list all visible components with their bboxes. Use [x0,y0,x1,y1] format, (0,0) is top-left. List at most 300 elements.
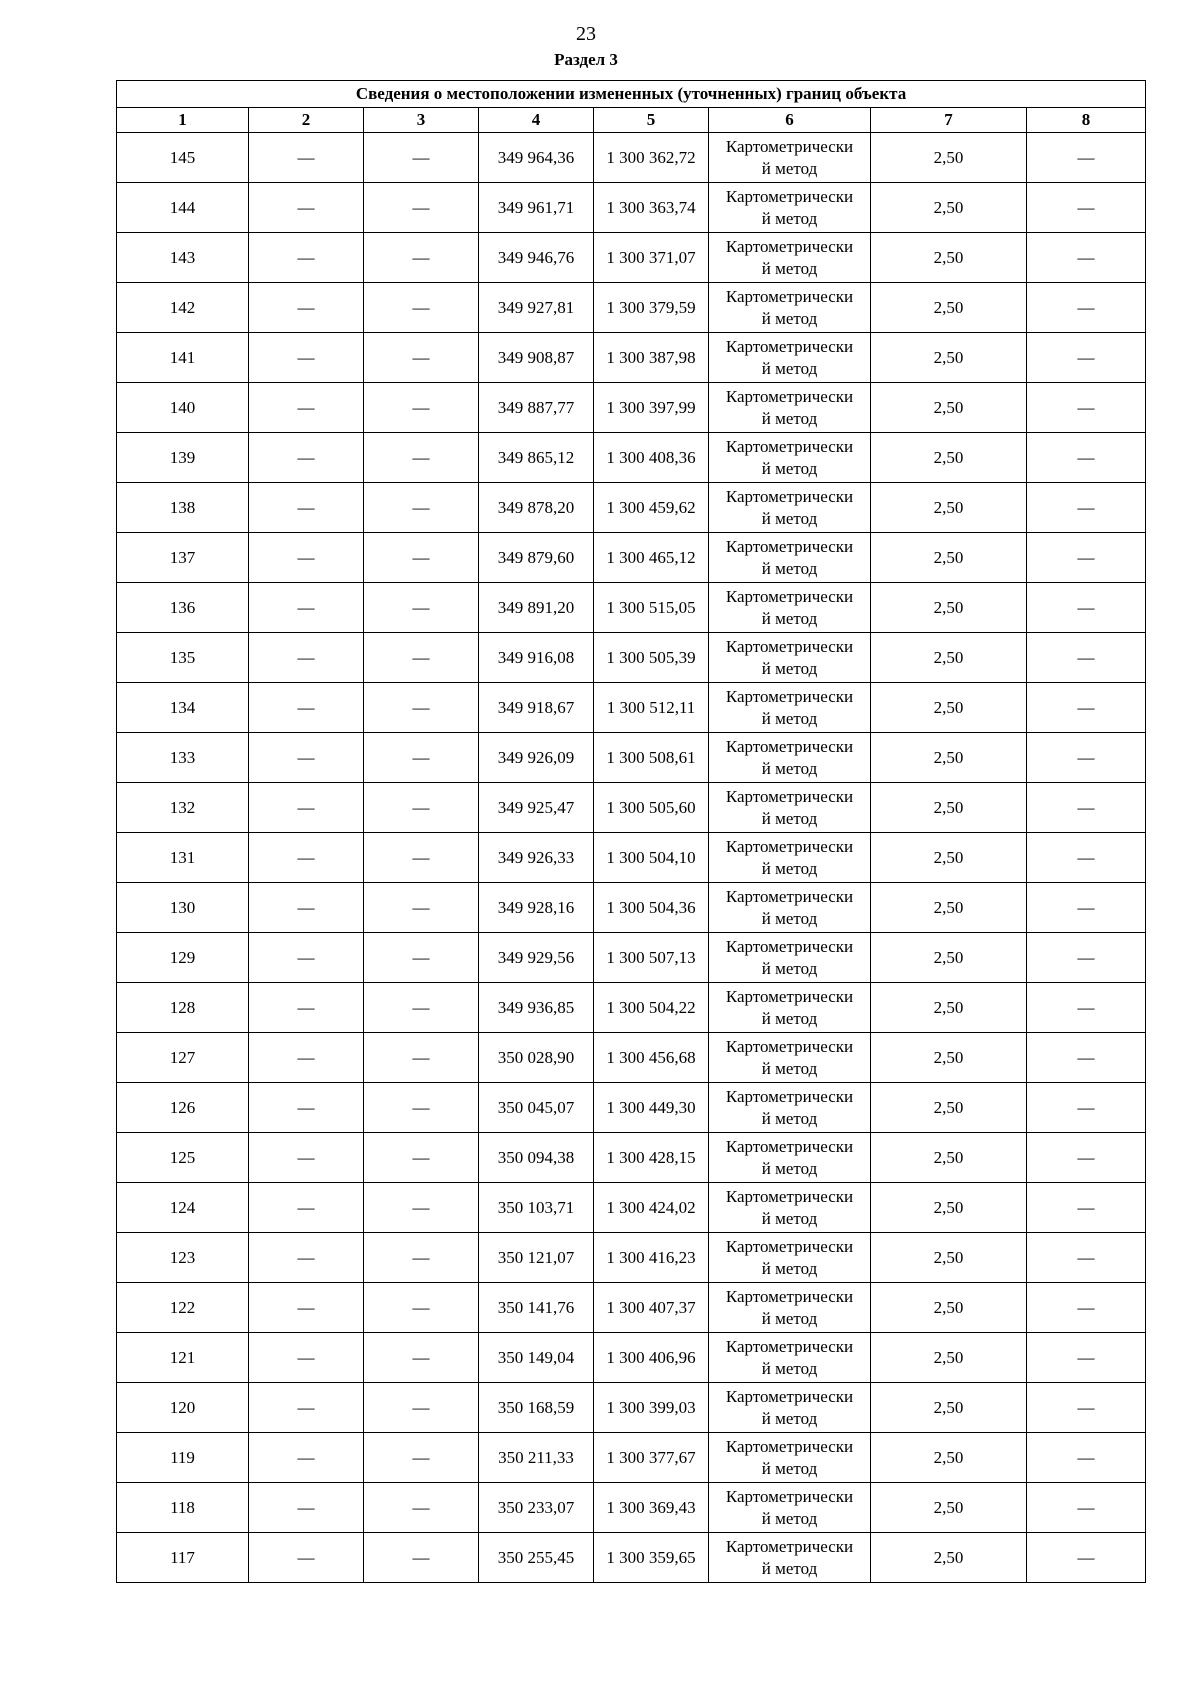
col8-cell: — [1027,233,1146,283]
col3-cell: — [364,733,479,783]
point-number-cell: 117 [117,1533,249,1583]
x-coordinate-cell: 349 891,20 [479,583,594,633]
col3-cell: — [364,883,479,933]
col3-cell: — [364,1083,479,1133]
x-coordinate-cell: 349 918,67 [479,683,594,733]
point-number-cell: 121 [117,1333,249,1383]
method-text-line2: й метод [761,1208,818,1228]
col8-cell: — [1027,683,1146,733]
col3-cell: — [364,1283,479,1333]
method-text-line2: й метод [761,658,818,678]
method-cell [709,1183,871,1233]
method-cell [709,533,871,583]
col2-cell: — [249,233,364,283]
method-text-line1: Картометрически [725,936,854,956]
col3-cell: — [364,333,479,383]
method-text-line2: й метод [761,208,818,228]
accuracy-cell: 2,50 [871,783,1027,833]
x-coordinate-cell: 349 928,16 [479,883,594,933]
column-header-2: 2 [249,108,364,133]
x-coordinate-cell: 350 103,71 [479,1183,594,1233]
col8-cell: — [1027,1083,1146,1133]
point-number-cell: 144 [117,183,249,233]
table-row [117,983,1146,1033]
x-coordinate-cell: 349 926,09 [479,733,594,783]
col2-cell: — [249,933,364,983]
point-number-cell: 129 [117,933,249,983]
y-coordinate-cell: 1 300 428,15 [594,1133,709,1183]
col3-cell: — [364,683,479,733]
col2-cell: — [249,833,364,883]
method-text-line2: й метод [761,558,818,578]
method-text-line2: й метод [761,1508,818,1528]
col2-cell: — [249,1333,364,1383]
method-text-line2: й метод [761,1008,818,1028]
col8-cell: — [1027,333,1146,383]
table-row [117,433,1146,483]
method-cell [709,983,871,1033]
y-coordinate-cell: 1 300 371,07 [594,233,709,283]
accuracy-cell: 2,50 [871,133,1027,183]
col8-cell: — [1027,1283,1146,1333]
table-row [117,183,1146,233]
col8-cell: — [1027,533,1146,583]
table-row [117,933,1146,983]
col3-cell: — [364,1233,479,1283]
col8-cell: — [1027,983,1146,1033]
accuracy-cell: 2,50 [871,683,1027,733]
method-cell [709,783,871,833]
point-number-cell: 127 [117,1033,249,1083]
col8-cell: — [1027,1033,1146,1083]
col2-cell: — [249,433,364,483]
col8-cell: — [1027,1533,1146,1583]
col2-cell: — [249,1083,364,1133]
col2-cell: — [249,533,364,583]
point-number-cell: 128 [117,983,249,1033]
col3-cell: — [364,1483,479,1533]
accuracy-cell: 2,50 [871,583,1027,633]
table-row [117,1083,1146,1133]
x-coordinate-cell: 350 028,90 [479,1033,594,1083]
method-text-line1: Картометрически [725,836,854,856]
table-row [117,1233,1146,1283]
column-header-8: 8 [1027,108,1146,133]
method-text-line1: Картометрически [725,1086,854,1106]
y-coordinate-cell: 1 300 377,67 [594,1433,709,1483]
col3-cell: — [364,1533,479,1583]
method-text-line2: й метод [761,408,818,428]
accuracy-cell: 2,50 [871,1333,1027,1383]
method-text-line2: й метод [761,1258,818,1278]
col3-cell: — [364,1433,479,1483]
method-text-line2: й метод [761,1308,818,1328]
accuracy-cell: 2,50 [871,233,1027,283]
x-coordinate-cell: 349 925,47 [479,783,594,833]
col2-cell: — [249,1283,364,1333]
y-coordinate-cell: 1 300 424,02 [594,1183,709,1233]
col3-cell: — [364,533,479,583]
accuracy-cell: 2,50 [871,1233,1027,1283]
accuracy-cell: 2,50 [871,183,1027,233]
table-row [117,1483,1146,1533]
col2-cell: — [249,1133,364,1183]
col3-cell: — [364,383,479,433]
point-number-cell: 123 [117,1233,249,1283]
y-coordinate-cell: 1 300 449,30 [594,1083,709,1133]
table-row [117,1333,1146,1383]
col2-cell: — [249,633,364,683]
method-text-line2: й метод [761,458,818,478]
accuracy-cell: 2,50 [871,483,1027,533]
y-coordinate-cell: 1 300 379,59 [594,283,709,333]
y-coordinate-cell: 1 300 504,10 [594,833,709,883]
method-cell [709,433,871,483]
x-coordinate-cell: 349 879,60 [479,533,594,583]
table-caption: Сведения о местоположении измененных (уточненных) границ объекта [117,81,1146,108]
method-text-line1: Картометрически [725,1136,854,1156]
table-row [117,1383,1146,1433]
table-row [117,533,1146,583]
col2-cell: — [249,183,364,233]
page-number: 23 [576,23,596,45]
method-text-line1: Картометрически [725,1286,854,1306]
table-body [117,133,1146,1583]
col8-cell: — [1027,1233,1146,1283]
col2-cell: — [249,733,364,783]
accuracy-cell: 2,50 [871,1533,1027,1583]
method-text-line2: й метод [761,908,818,928]
col2-cell: — [249,1533,364,1583]
column-header-6: 6 [709,108,871,133]
x-coordinate-cell: 350 094,38 [479,1133,594,1183]
table-row [117,1133,1146,1183]
col3-cell: — [364,183,479,233]
x-coordinate-cell: 350 149,04 [479,1333,594,1383]
method-text-line1: Картометрически [725,736,854,756]
method-cell [709,733,871,783]
y-coordinate-cell: 1 300 369,43 [594,1483,709,1533]
method-text-line2: й метод [761,1158,818,1178]
method-cell [709,233,871,283]
point-number-cell: 122 [117,1283,249,1333]
method-text-line2: й метод [761,708,818,728]
method-text-line1: Картометрически [725,186,854,206]
col3-cell: — [364,1033,479,1083]
boundary-coordinates-table [116,80,1146,1583]
x-coordinate-cell: 349 964,36 [479,133,594,183]
method-cell [709,1533,871,1583]
y-coordinate-cell: 1 300 459,62 [594,483,709,533]
col8-cell: — [1027,1433,1146,1483]
table-row [117,383,1146,433]
table-row [117,783,1146,833]
table-row [117,1433,1146,1483]
method-cell [709,833,871,883]
y-coordinate-cell: 1 300 504,22 [594,983,709,1033]
y-coordinate-cell: 1 300 359,65 [594,1533,709,1583]
table-row [117,683,1146,733]
point-number-cell: 139 [117,433,249,483]
col8-cell: — [1027,283,1146,333]
col8-cell: — [1027,383,1146,433]
method-text-line2: й метод [761,1408,818,1428]
point-number-cell: 141 [117,333,249,383]
method-text-line2: й метод [761,358,818,378]
method-text-line1: Картометрически [725,636,854,656]
column-header-4: 4 [479,108,594,133]
col2-cell: — [249,483,364,533]
col2-cell: — [249,683,364,733]
col2-cell: — [249,383,364,433]
point-number-cell: 124 [117,1183,249,1233]
x-coordinate-cell: 349 946,76 [479,233,594,283]
method-cell [709,333,871,383]
accuracy-cell: 2,50 [871,283,1027,333]
column-header-3: 3 [364,108,479,133]
point-number-cell: 138 [117,483,249,533]
col2-cell: — [249,1433,364,1483]
x-coordinate-cell: 349 936,85 [479,983,594,1033]
method-text-line1: Картометрически [725,436,854,456]
col8-cell: — [1027,1483,1146,1533]
method-cell [709,633,871,683]
x-coordinate-cell: 350 045,07 [479,1083,594,1133]
col3-cell: — [364,783,479,833]
x-coordinate-cell: 349 929,56 [479,933,594,983]
accuracy-cell: 2,50 [871,383,1027,433]
col3-cell: — [364,833,479,883]
y-coordinate-cell: 1 300 515,05 [594,583,709,633]
x-coordinate-cell: 350 233,07 [479,1483,594,1533]
col2-cell: — [249,133,364,183]
method-cell [709,1333,871,1383]
method-cell [709,883,871,933]
method-cell [709,483,871,533]
point-number-cell: 132 [117,783,249,833]
column-header-7: 7 [871,108,1027,133]
table-row [117,1533,1146,1583]
method-cell [709,933,871,983]
x-coordinate-cell: 349 926,33 [479,833,594,883]
accuracy-cell: 2,50 [871,1383,1027,1433]
method-text-line1: Картометрически [725,1536,854,1556]
table-row [117,233,1146,283]
y-coordinate-cell: 1 300 362,72 [594,133,709,183]
col8-cell: — [1027,1333,1146,1383]
point-number-cell: 140 [117,383,249,433]
method-text-line2: й метод [761,1108,818,1128]
method-text-line1: Картометрически [725,686,854,706]
method-text-line1: Картометрически [725,236,854,256]
col8-cell: — [1027,883,1146,933]
col8-cell: — [1027,583,1146,633]
y-coordinate-cell: 1 300 416,23 [594,1233,709,1283]
method-text-line1: Картометрически [725,1436,854,1456]
method-text-line1: Картометрически [725,1036,854,1056]
point-number-cell: 137 [117,533,249,583]
accuracy-cell: 2,50 [871,933,1027,983]
method-text-line2: й метод [761,1358,818,1378]
method-text-line1: Картометрически [725,136,854,156]
point-number-cell: 142 [117,283,249,333]
method-text-line2: й метод [761,308,818,328]
table-row [117,1183,1146,1233]
method-text-line1: Картометрически [725,386,854,406]
col2-cell: — [249,333,364,383]
method-text-line1: Картометрически [725,886,854,906]
col8-cell: — [1027,783,1146,833]
accuracy-cell: 2,50 [871,833,1027,883]
col2-cell: — [249,283,364,333]
col8-cell: — [1027,933,1146,983]
method-cell [709,1283,871,1333]
y-coordinate-cell: 1 300 397,99 [594,383,709,433]
method-text-line1: Картометрически [725,1486,854,1506]
method-text-line2: й метод [761,958,818,978]
method-text-line1: Картометрически [725,486,854,506]
method-text-line2: й метод [761,1458,818,1478]
method-cell [709,1433,871,1483]
col2-cell: — [249,883,364,933]
method-text-line1: Картометрически [725,986,854,1006]
point-number-cell: 118 [117,1483,249,1533]
y-coordinate-cell: 1 300 465,12 [594,533,709,583]
accuracy-cell: 2,50 [871,333,1027,383]
method-cell [709,283,871,333]
col8-cell: — [1027,833,1146,883]
y-coordinate-cell: 1 300 505,60 [594,783,709,833]
col3-cell: — [364,633,479,683]
col3-cell: — [364,983,479,1033]
table-row [117,133,1146,183]
accuracy-cell: 2,50 [871,1033,1027,1083]
method-cell [709,1133,871,1183]
column-number-row [117,108,1146,133]
accuracy-cell: 2,50 [871,633,1027,683]
method-text-line2: й метод [761,258,818,278]
col8-cell: — [1027,183,1146,233]
y-coordinate-cell: 1 300 456,68 [594,1033,709,1083]
col3-cell: — [364,283,479,333]
table-row [117,333,1146,383]
col8-cell: — [1027,633,1146,683]
y-coordinate-cell: 1 300 363,74 [594,183,709,233]
col2-cell: — [249,1233,364,1283]
col8-cell: — [1027,1383,1146,1433]
col3-cell: — [364,483,479,533]
method-text-line2: й метод [761,158,818,178]
col3-cell: — [364,133,479,183]
col3-cell: — [364,933,479,983]
method-cell [709,133,871,183]
x-coordinate-cell: 349 916,08 [479,633,594,683]
table-row [117,733,1146,783]
table-row [117,283,1146,333]
method-text-line2: й метод [761,1058,818,1078]
accuracy-cell: 2,50 [871,1433,1027,1483]
method-text-line1: Картометрически [725,786,854,806]
x-coordinate-cell: 349 908,87 [479,333,594,383]
method-text-line1: Картометрически [725,1236,854,1256]
method-text-line1: Картометрически [725,1336,854,1356]
method-text-line1: Картометрически [725,336,854,356]
y-coordinate-cell: 1 300 407,37 [594,1283,709,1333]
method-text-line1: Картометрически [725,536,854,556]
point-number-cell: 145 [117,133,249,183]
x-coordinate-cell: 350 211,33 [479,1433,594,1483]
x-coordinate-cell: 350 141,76 [479,1283,594,1333]
y-coordinate-cell: 1 300 504,36 [594,883,709,933]
table-row [117,633,1146,683]
method-text-line2: й метод [761,608,818,628]
method-cell [709,1383,871,1433]
col3-cell: — [364,1183,479,1233]
col8-cell: — [1027,483,1146,533]
point-number-cell: 126 [117,1083,249,1133]
col2-cell: — [249,1183,364,1233]
accuracy-cell: 2,50 [871,1183,1027,1233]
accuracy-cell: 2,50 [871,733,1027,783]
x-coordinate-cell: 350 121,07 [479,1233,594,1283]
accuracy-cell: 2,50 [871,983,1027,1033]
table-row [117,583,1146,633]
col3-cell: — [364,233,479,283]
col3-cell: — [364,433,479,483]
point-number-cell: 130 [117,883,249,933]
method-text-line2: й метод [761,858,818,878]
method-cell [709,1483,871,1533]
col2-cell: — [249,983,364,1033]
accuracy-cell: 2,50 [871,1483,1027,1533]
y-coordinate-cell: 1 300 505,39 [594,633,709,683]
col3-cell: — [364,1333,479,1383]
x-coordinate-cell: 349 887,77 [479,383,594,433]
point-number-cell: 135 [117,633,249,683]
column-header-1: 1 [117,108,249,133]
method-text-line2: й метод [761,758,818,778]
point-number-cell: 131 [117,833,249,883]
table-row [117,1283,1146,1333]
y-coordinate-cell: 1 300 512,11 [594,683,709,733]
col2-cell: — [249,1033,364,1083]
col8-cell: — [1027,1133,1146,1183]
x-coordinate-cell: 349 878,20 [479,483,594,533]
accuracy-cell: 2,50 [871,1083,1027,1133]
point-number-cell: 136 [117,583,249,633]
method-cell [709,1033,871,1083]
col3-cell: — [364,1133,479,1183]
accuracy-cell: 2,50 [871,1133,1027,1183]
col8-cell: — [1027,433,1146,483]
col8-cell: — [1027,733,1146,783]
x-coordinate-cell: 349 865,12 [479,433,594,483]
method-cell [709,183,871,233]
method-cell [709,383,871,433]
table-row [117,833,1146,883]
x-coordinate-cell: 350 168,59 [479,1383,594,1433]
method-text-line1: Картометрически [725,586,854,606]
method-text-line1: Картометрически [725,1386,854,1406]
y-coordinate-cell: 1 300 408,36 [594,433,709,483]
point-number-cell: 120 [117,1383,249,1433]
col8-cell: — [1027,1183,1146,1233]
accuracy-cell: 2,50 [871,433,1027,483]
y-coordinate-cell: 1 300 387,98 [594,333,709,383]
method-text-line1: Картометрически [725,286,854,306]
method-text-line1: Картометрически [725,1186,854,1206]
col2-cell: — [249,583,364,633]
